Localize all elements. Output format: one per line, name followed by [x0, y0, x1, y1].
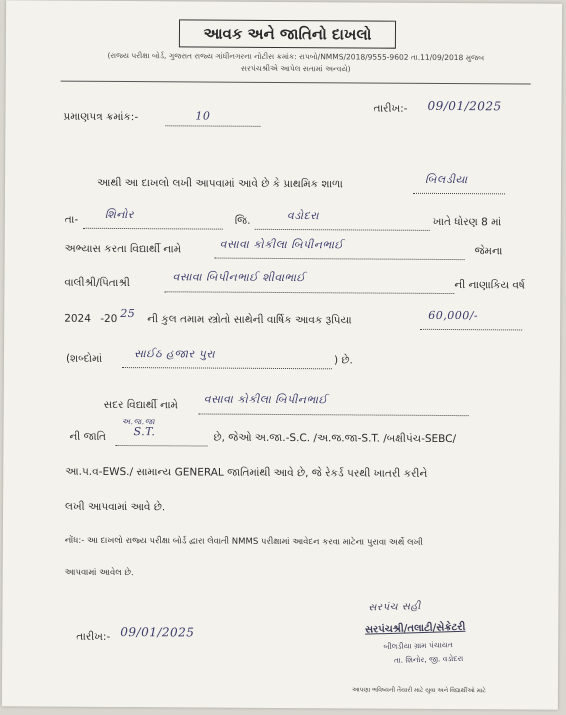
date-top-value: 09/01/2025 — [427, 98, 502, 114]
certificate-no-label: પ્રમાણપત્ર ક્રમાંક:- — [63, 110, 139, 124]
income-text: ની કુલ તમામ સ્ત્રોતો સાથેની વાર્ષિક આવક રૂપિયા — [147, 313, 352, 327]
words-end: ) છે. — [333, 354, 353, 367]
certificate-paper — [2, 0, 562, 709]
notice-line-1: (રાજ્ય પરીક્ષા બોર્ડ, ગુજરાત રાજ્ય ગાંધીનગરના નોટીસ ક્રમાંક: રાપબો/NMMS/2018/9555-9602 તા.11/09/2018 મુજબ — [107, 50, 485, 63]
signature-place: તા. શિનોર, જી. વડોદરા — [393, 653, 464, 665]
district-dots — [255, 229, 430, 231]
header-divider — [61, 81, 531, 85]
income-value: 60,000/- — [428, 308, 479, 323]
parent-dots — [164, 291, 454, 294]
student-repeat-name: વસાવા કોકીલા બિપીનભાઈ — [203, 392, 328, 407]
year-separator: -20 — [100, 312, 118, 325]
fiscal-text: ની નાણાકિય વર્ષ — [454, 279, 525, 292]
income-dots — [420, 329, 522, 331]
words-label: (શબ્દોમાં — [65, 352, 103, 365]
signature-handwritten: સરપંચ સહી — [368, 601, 422, 614]
certificate-title: આવક અને જાતિનો દાખલો — [179, 19, 396, 48]
caste-note: અ.જ.જા — [121, 417, 156, 427]
closing-text: લખી આપવામાં આવે છે. — [65, 500, 166, 514]
school-dots — [413, 193, 505, 195]
certificate-no-value: 10 — [195, 109, 211, 123]
words-value: સાઈઠ હજાર પુરા — [133, 347, 216, 361]
whose-text: જેમના — [474, 245, 503, 258]
district-value: વડોદરા — [286, 209, 320, 223]
caste-options-2: આ.પ.વ-EWS./ સામાન્ય GENERAL જાતિમાંથી આવે છે, જે રેકર્ડ પરથી ખાતરી કરીને — [65, 465, 428, 480]
footer-note: આપણા ભવિષ્યની તૈયારી માટે યુવા અને વિદ્યાર્થીઓ માટે — [351, 686, 486, 695]
date-bottom-label: તારીખ:- — [76, 630, 111, 643]
district-label: જિ. — [234, 214, 251, 227]
caste-label: ની જાતિ — [69, 430, 107, 443]
notice-line-2: સરપંચશ્રીએ આપેલ સતામાં અન્વયે) — [240, 63, 351, 74]
student-dots — [215, 258, 465, 261]
taluka-label: તા- — [64, 213, 79, 226]
caste-value: S.T. — [133, 425, 156, 439]
signature-village: બીલડીયા ગ્રામ પંચાયત — [383, 640, 453, 652]
year-to: 25 — [120, 307, 136, 321]
student-repeat-label: સદર વિદ્યાર્થી નામે — [103, 398, 179, 412]
certificate-no-dots — [165, 125, 260, 127]
signature-title: સરપંચશ્રી/તલાટી/સેક્રેટરી — [364, 621, 466, 636]
parent-label: વાલીશ્રી/પિતાશ્રી — [64, 276, 130, 290]
parent-name: વસાવા બિપીનભાઈ શીવાભાઈ — [172, 270, 306, 285]
taluka-value: શિનોર — [104, 207, 135, 222]
caste-options: છે, જેઓ અ.જા.-S.C. /અ.જ.જા-S.T. /બક્ષીપંચ-SEBC/ — [213, 431, 457, 446]
school-name: બિલડીયા — [425, 172, 468, 187]
taluka-dots — [83, 228, 223, 230]
date-bottom-value: 09/01/2025 — [120, 625, 195, 640]
class-text: ખાતે ધોરણ 8 માં — [432, 215, 502, 229]
study-text: અભ્યાસ કરતા વિદ્યાર્થી નામે — [64, 242, 182, 256]
body-line1: આથી આ દાખલો લખી આપવામાં આવે છે કે પ્રાથમિક શાળા — [97, 176, 343, 191]
date-top-label: તારીખ:- — [373, 102, 408, 115]
words-dots — [122, 367, 332, 369]
caste-dots — [115, 445, 207, 447]
year-from: 2024 — [64, 312, 91, 325]
note-line-2: આપવામાં આવેલ છે. — [64, 567, 134, 579]
note-line-1: નોંધ:- આ દાખલો રાજ્ય પરીક્ષા બોર્ડ દ્વારા લેવાતી NMMS પરીક્ષામાં આવેદન કરવા માટેના પુરાવા અર્થે લખી — [64, 535, 423, 548]
student-name: વસાવા કોકીલા બિપીનભાઈ — [219, 237, 344, 252]
student-repeat-dots — [199, 413, 469, 416]
sarpanch-stamp — [364, 599, 488, 678]
